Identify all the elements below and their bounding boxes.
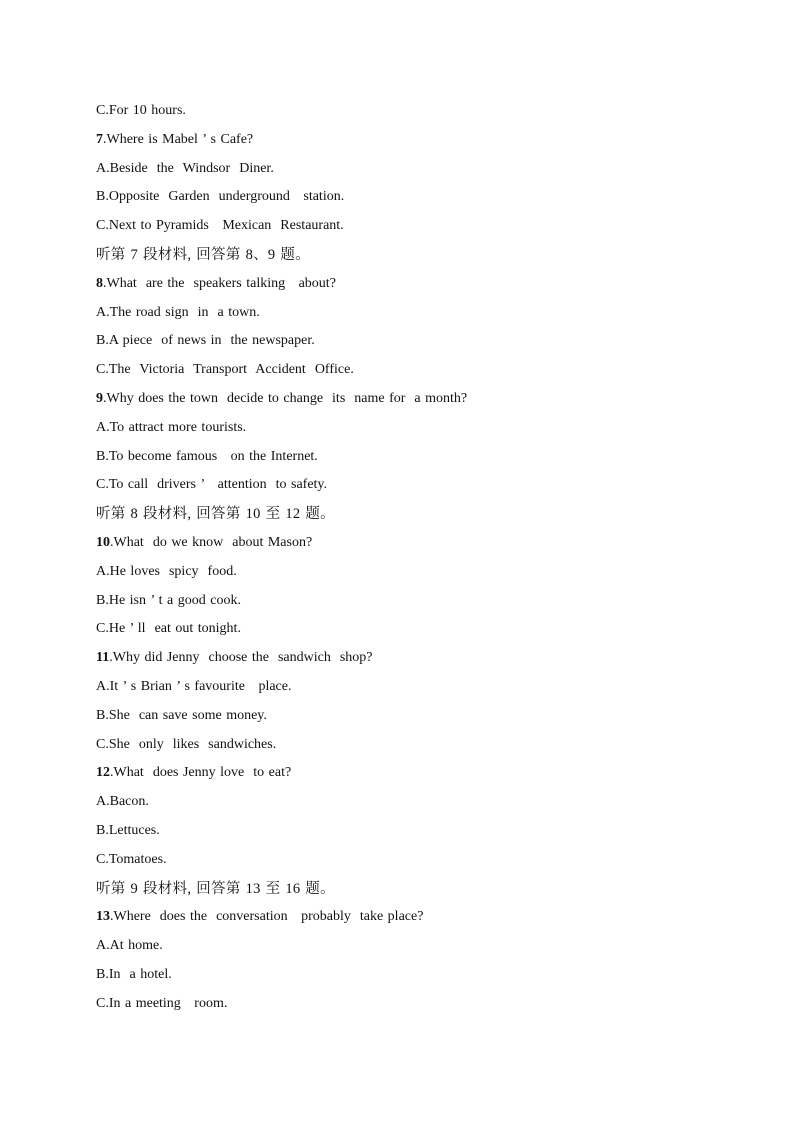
question-text: .What are the speakers talking about? <box>103 275 336 291</box>
question-text: .What does Jenny love to eat? <box>110 765 292 781</box>
answer-option: B.Lettuces. <box>96 822 160 838</box>
answer-option: C.Tomatoes. <box>96 851 167 867</box>
answer-option: A.To attract more tourists. <box>96 419 247 435</box>
answer-option: B.He isn ’ t a good cook. <box>96 592 241 608</box>
section-instruction: 听第 7 段材料, 回答第 8、9 题。 <box>96 246 310 263</box>
question-text: .Where is Mabel ’ s Cafe? <box>103 131 254 147</box>
section-instruction: 听第 9 段材料, 回答第 13 至 16 题。 <box>96 880 335 897</box>
answer-option: A.Beside the Windsor Diner. <box>96 160 274 176</box>
answer-option: C.In a meeting room. <box>96 995 228 1011</box>
answer-option: B.She can save some money. <box>96 707 267 723</box>
question-11 <box>96 647 716 676</box>
answer-option: C.For 10 hours. <box>96 103 186 118</box>
question-number: 10 <box>96 534 110 550</box>
answer-option: B.In a hotel. <box>96 966 172 982</box>
answer-option: C.He ’ ll eat out tonight. <box>96 621 241 637</box>
answer-option: A.It ’ s Brian ’ s favourite place. <box>96 678 292 694</box>
question-number: 11 <box>96 650 110 666</box>
question-13 <box>96 906 716 935</box>
answer-option: C.She only likes sandwiches. <box>96 736 277 752</box>
answer-option: A.Bacon. <box>96 794 149 810</box>
answer-option: A.At home. <box>96 938 163 954</box>
question-number: 13 <box>96 909 110 925</box>
question-text: .What do we know about Mason? <box>110 534 313 550</box>
question-text: .Why did Jenny choose the sandwich shop? <box>109 650 373 666</box>
answer-option: A.He loves spicy food. <box>96 563 237 579</box>
question-text: .Why does the town decide to change its name for a month? <box>103 390 468 406</box>
answer-option: B.Opposite Garden underground station. <box>96 189 345 205</box>
question-12 <box>96 762 716 791</box>
question-number: 7 <box>96 131 103 147</box>
answer-option: C.The Victoria Transport Accident Office. <box>96 362 354 378</box>
question-9 <box>96 388 716 417</box>
question-7 <box>96 129 716 158</box>
question-8 <box>96 273 716 302</box>
answer-option: A.The road sign in a town. <box>96 304 260 320</box>
question-number: 8 <box>96 275 103 291</box>
question-number: 9 <box>96 390 103 406</box>
answer-option: B.To become famous on the Internet. <box>96 448 318 464</box>
answer-option: C.To call drivers ’ attention to safety. <box>96 477 328 493</box>
exam-text-body <box>96 100 716 1022</box>
question-number: 12 <box>96 765 110 781</box>
answer-option: C.Next to Pyramids Mexican Restaurant. <box>96 218 344 234</box>
section-instruction: 听第 8 段材料, 回答第 10 至 12 题。 <box>96 506 335 523</box>
answer-option: B.A piece of news in the newspaper. <box>96 333 315 349</box>
question-10 <box>96 532 716 561</box>
question-text: .Where does the conversation probably take place? <box>110 909 424 925</box>
